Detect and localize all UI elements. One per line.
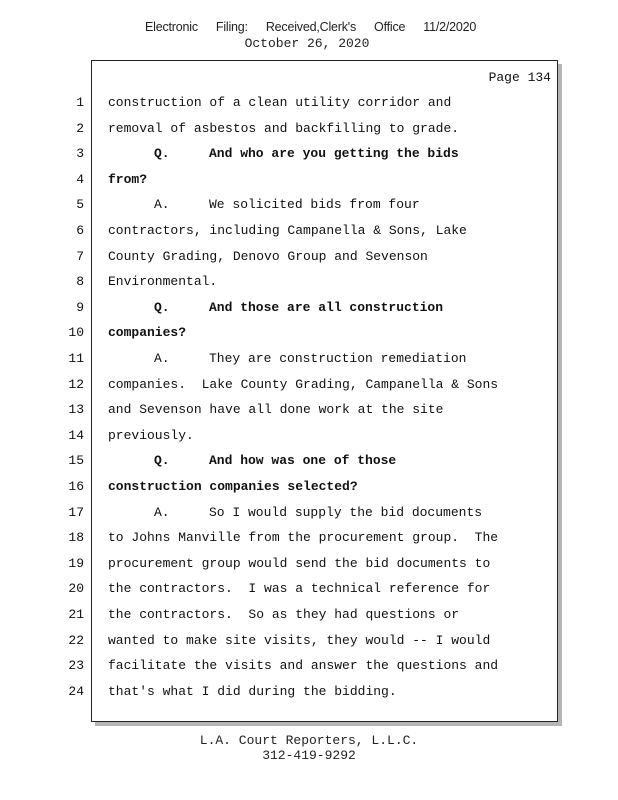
line-body: We solicited bids from four [209, 197, 420, 212]
transcript-line: the contractors. So as they had questions or [108, 607, 460, 622]
line-body: So I would supply the bid documents [209, 505, 483, 520]
line-body: And those are all construction [209, 300, 444, 315]
transcript-line [108, 197, 420, 212]
line-number: 22 [68, 633, 84, 648]
filing-word: Filing: [215, 20, 248, 34]
line-body: And who are you getting the bids [209, 146, 459, 161]
line-number: 5 [76, 197, 84, 212]
question-label: Q. [154, 453, 170, 468]
question-label: Q. [154, 300, 170, 315]
line-number: 19 [68, 556, 84, 571]
line-number: 3 [76, 146, 84, 161]
transcript-line: companies? [108, 325, 187, 340]
transcript-line: wanted to make site visits, they would -- I would [108, 633, 491, 648]
line-number: 14 [68, 428, 84, 443]
line-number: 24 [68, 684, 84, 699]
transcript-date: October 26, 2020 [244, 36, 370, 51]
line-number: 20 [68, 581, 84, 596]
line-number: 17 [68, 505, 84, 520]
line-number: 1 [76, 95, 84, 110]
line-number: 12 [68, 377, 84, 392]
line-number: 8 [76, 274, 84, 289]
line-body: And how was one of those [209, 453, 397, 468]
filing-word: 11/2/2020 [423, 20, 477, 34]
transcript-line [108, 146, 459, 161]
transcript-line [108, 453, 396, 468]
line-number: 23 [68, 658, 84, 673]
transcript-line [108, 300, 443, 315]
transcript-line: companies. Lake County Grading, Campanella & Sons [108, 377, 499, 392]
question-label: Q. [154, 146, 170, 161]
answer-label: A. [154, 351, 170, 366]
transcript-line: to Johns Manville from the procurement group. The [108, 530, 499, 545]
transcript-line: contractors, including Campanella & Sons, Lake [108, 223, 467, 238]
transcript-line: facilitate the visits and answer the questions and [108, 658, 499, 673]
filing-stamp [145, 20, 476, 34]
line-number: 16 [68, 479, 84, 494]
filing-word: Office [374, 20, 406, 34]
line-number: 10 [68, 325, 84, 340]
transcript-line: that's what I did during the bidding. [108, 684, 397, 699]
transcript-line: construction of a clean utility corridor and [108, 95, 452, 110]
answer-label: A. [154, 505, 170, 520]
answer-label: A. [154, 197, 170, 212]
line-body: They are construction remediation [209, 351, 467, 366]
transcript-line: construction companies selected? [108, 479, 358, 494]
line-number: 6 [76, 223, 84, 238]
transcript-line: Environmental. [108, 274, 218, 289]
transcript-line: from? [108, 172, 148, 187]
page-number: Page 134 [488, 70, 551, 85]
filing-word: Electronic [145, 20, 198, 34]
line-number: 13 [68, 402, 84, 417]
transcript-line: County Grading, Denovo Group and Sevenson [108, 249, 428, 264]
line-number: 15 [68, 453, 84, 468]
footer-phone: 312-419-9292 [262, 748, 356, 763]
line-number: 11 [68, 351, 84, 366]
transcript-line [108, 505, 482, 520]
line-number: 21 [68, 607, 84, 622]
transcript-line: removal of asbestos and backfilling to grade. [108, 121, 460, 136]
line-number: 9 [76, 300, 84, 315]
transcript-line: and Sevenson have all done work at the site [108, 402, 444, 417]
transcript-line: the contractors. I was a technical reference for [108, 581, 491, 596]
transcript-line [108, 351, 466, 366]
line-number: 4 [76, 172, 84, 187]
transcript-line: previously. [108, 428, 194, 443]
footer-company: L.A. Court Reporters, L.L.C. [199, 733, 419, 748]
line-number: 18 [68, 530, 84, 545]
line-number: 7 [76, 249, 84, 264]
filing-word: Received,Clerk's [265, 20, 357, 34]
line-number: 2 [76, 121, 84, 136]
transcript-line: procurement group would send the bid documents to [108, 556, 491, 571]
